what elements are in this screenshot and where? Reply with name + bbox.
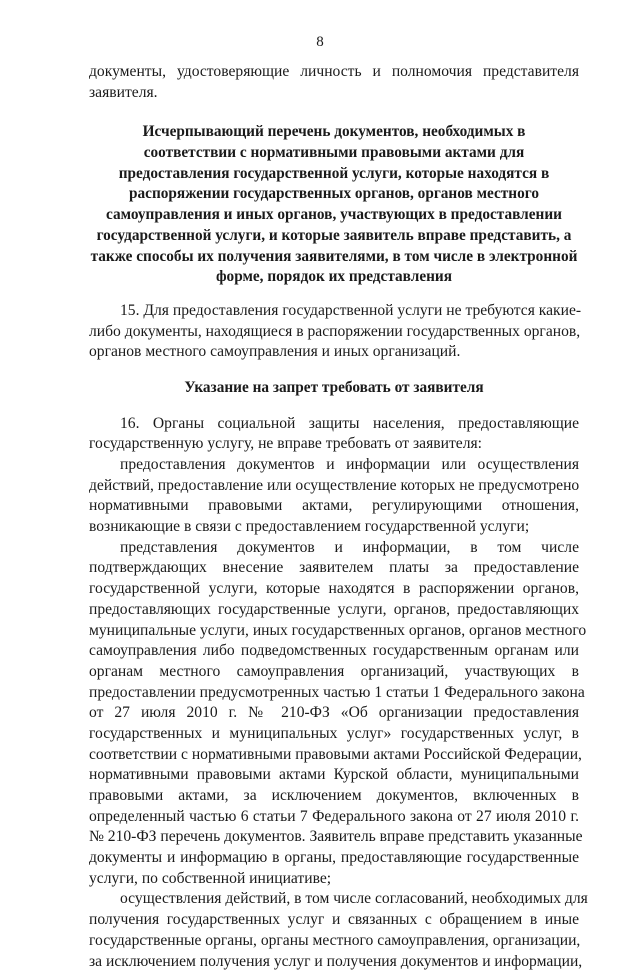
text-line: заявителя. <box>89 83 579 104</box>
heading-line: Исчерпывающий перечень документов, необходимых в <box>89 122 579 143</box>
paragraph-15 <box>89 301 579 363</box>
text-line: за исключением получения услуг и получения документов и информации, <box>89 952 579 972</box>
text-line: осуществления действий, в том числе согласований, необходимых для <box>89 889 579 910</box>
heading-line: также способы их получения заявителями, в том числе в электронной <box>89 247 579 268</box>
text-line: 16. Органы социальной защиты населения, предоставляющие <box>89 414 579 435</box>
document-body <box>89 62 579 972</box>
text-line: государственную услугу, не вправе требовать от заявителя: <box>89 434 579 455</box>
text-line: от 27 июля 2010 г. № 210-ФЗ «Об организации предоставления <box>89 703 579 724</box>
text-line: нормативными правовыми актами, регулирующими отношения, <box>89 496 579 517</box>
text-line: услуги, по собственной инициативе; <box>89 869 579 890</box>
text-line: действий, предоставление или осуществление которых не предусмотрено <box>89 476 579 497</box>
text-line: 15. Для предоставления государственной услуги не требуются какие- <box>89 301 579 322</box>
text-line: предоставлении предусмотренных частью 1 статьи 1 Федерального закона <box>89 683 579 704</box>
text-line: самоуправления либо подведомственных государственным органам или <box>89 641 579 662</box>
heading-line: государственной услуги, и которые заявитель вправе представить, а <box>89 226 579 247</box>
text-line: либо документы, находящиеся в распоряжении государственных органов, <box>89 322 579 343</box>
paragraph-16-item-3 <box>89 889 579 972</box>
text-line: возникающие в связи с предоставлением государственной услуги; <box>89 517 579 538</box>
text-line: получения государственных услуг и связанных с обращением в иные <box>89 910 579 931</box>
heading-line: форме, порядок их представления <box>89 267 579 288</box>
text-line: правовыми актами, за исключением документов, включенных в <box>89 786 579 807</box>
paragraph-16 <box>89 414 579 455</box>
text-line: государственной услуги, которые находятся в распоряжении органов, <box>89 579 579 600</box>
section-heading-documents-list <box>89 122 579 288</box>
text-line: документы, удостоверяющие личность и полномочия представителя <box>89 62 579 83</box>
text-line: государственных и муниципальных услуг» государственных услуг, в <box>89 724 579 745</box>
heading-line: распоряжении государственных органов, органов местного <box>89 184 579 205</box>
text-line: соответствии с нормативными правовыми актами Российской Федерации, <box>89 745 579 766</box>
text-line: нормативными правовыми актами Курской области, муниципальными <box>89 765 579 786</box>
text-line: № 210-ФЗ перечень документов. Заявитель вправе представить указанные <box>89 827 579 848</box>
heading-line: соответствии с нормативными правовыми актами для <box>89 143 579 164</box>
page-number: 8 <box>0 33 640 51</box>
heading-line: предоставления государственной услуги, которые находятся в <box>89 164 579 185</box>
text-line: представления документов и информации, в том числе <box>89 538 579 559</box>
paragraph-16-item-1 <box>89 455 579 538</box>
text-line: документы и информацию в органы, предоставляющие государственные <box>89 848 579 869</box>
heading-line: самоуправления и иных органов, участвующих в предоставлении <box>89 205 579 226</box>
paragraph-16-item-2 <box>89 538 579 890</box>
text-line: определенный частью 6 статьи 7 Федерального закона от 27 июля 2010 г. <box>89 807 579 828</box>
paragraph-intro <box>89 62 579 103</box>
text-line: органов местного самоуправления и иных организаций. <box>89 342 579 363</box>
text-line: предоставления документов и информации или осуществления <box>89 455 579 476</box>
section-heading-prohibition: Указание на запрет требовать от заявителя <box>89 378 579 399</box>
text-line: муниципальные услуги, иных государственных органов, органов местного <box>89 621 579 642</box>
text-line: органам местного самоуправления организаций, участвующих в <box>89 662 579 683</box>
text-line: государственные органы, органы местного самоуправления, организации, <box>89 931 579 952</box>
text-line: подтверждающих внесение заявителем платы за предоставление <box>89 558 579 579</box>
text-line: предоставляющих государственные услуги, органов, предоставляющих <box>89 600 579 621</box>
